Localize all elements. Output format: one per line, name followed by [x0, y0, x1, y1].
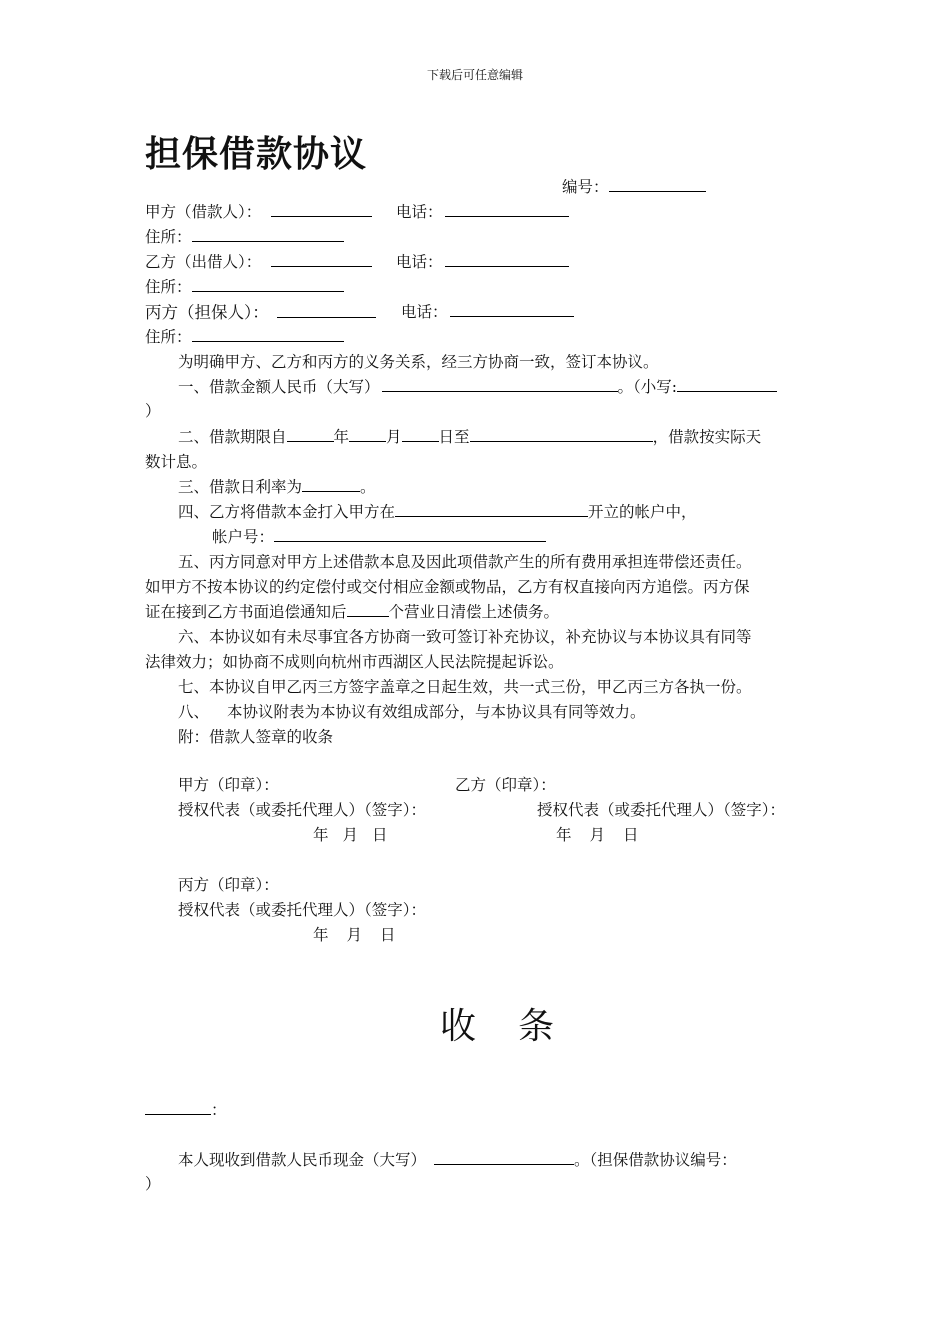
intro-text: 为明确甲方、乙方和丙方的义务关系，经三方协商一致，签订本协议。: [178, 353, 659, 371]
clause-2: [178, 425, 761, 450]
daily-rate-blank[interactable]: [302, 475, 360, 492]
party-bing-phone-row: [401, 300, 574, 325]
bank-name-blank[interactable]: [395, 500, 588, 517]
clause-4-label: 四、乙方将借款本金打入甲方在: [178, 503, 396, 521]
clause-2-tail: ，借款按实际天: [652, 428, 762, 446]
clause-1-small-label: 。（小写:: [617, 378, 677, 396]
jia-date-year: 年: [313, 826, 329, 844]
clause-3: [178, 475, 376, 500]
clause-5-line-3: [145, 600, 559, 625]
bing-auth-rep: 授权代表（或委托代理人）（签字）：: [178, 901, 427, 919]
receipt-close: ）: [145, 1175, 161, 1193]
account-label: 帐户号：: [212, 528, 275, 546]
clause-5-line-1: 五、丙方同意对甲方上述借款本息及因此项借款产生的所有费用承担连带偿还责任。: [178, 553, 752, 571]
party-yi-label: 乙方（出借人）：: [145, 253, 262, 271]
document-title: 担保借款协议: [145, 134, 368, 175]
jia-date-month: 月: [342, 826, 359, 844]
clause-3-label: 三、借款日利率为: [178, 478, 303, 496]
party-jia-address-label: 住所：: [145, 228, 192, 246]
party-bing-row: [145, 300, 376, 325]
clause-3-end: 。: [360, 478, 376, 496]
receipt-body-a: 本人现收到借款人民币现金（大写）: [178, 1151, 427, 1169]
yi-auth-rep: 授权代表（或委托代理人）（签字）：: [537, 801, 786, 819]
jia-date: [313, 823, 388, 848]
receipt-body: [178, 1148, 737, 1173]
receipt-body-b: 。（担保借款协议编号：: [574, 1151, 737, 1169]
party-jia-name-blank[interactable]: [271, 200, 372, 217]
party-yi-address-blank[interactable]: [192, 275, 344, 292]
clause-8: [178, 700, 646, 725]
party-bing-address-label: 住所：: [145, 328, 192, 346]
clause-8-text: 本协议附表为本协议有效组成部分，与本协议具有同等效力。: [227, 703, 646, 721]
party-yi-phone-blank[interactable]: [445, 250, 569, 267]
clause-2-label: 二、借款期限自: [178, 428, 287, 446]
party-jia-phone-row: [396, 200, 569, 225]
party-bing-label: 丙方（担保人）：: [145, 303, 269, 322]
clause-4-account: [212, 525, 546, 550]
party-bing-address-row: [145, 325, 344, 350]
number-label: 编号：: [562, 178, 609, 196]
bing-date-day: 日: [380, 926, 396, 944]
receipt-addressee-blank[interactable]: [145, 1098, 211, 1115]
jia-date-day: 日: [372, 826, 388, 844]
party-jia-address-blank[interactable]: [192, 225, 344, 242]
party-jia-phone-blank[interactable]: [445, 200, 569, 217]
yi-date-day: 日: [623, 826, 639, 844]
bing-seal: 丙方（印章）：: [178, 876, 279, 894]
clause-4: [178, 500, 697, 525]
clause-1-label: 一、借款金额人民币（大写）: [178, 378, 380, 396]
clause-1: [178, 375, 777, 400]
clause-5-line-3-b: 个营业日清偿上述债务。: [388, 603, 560, 621]
clause-6-line-1: 六、本协议如有未尽事宜各方协商一致可签订补充协议，补充协议与本协议具有同等: [178, 628, 752, 646]
receipt-title: 收条: [440, 1006, 597, 1047]
yi-date-year: 年: [556, 826, 572, 844]
party-jia-address-row: [145, 225, 344, 250]
party-yi-row: [145, 250, 372, 275]
party-yi-phone-label: 电话：: [396, 253, 443, 271]
party-bing-name-blank[interactable]: [277, 301, 376, 318]
business-days-blank[interactable]: [347, 600, 389, 617]
loan-amount-upper-blank[interactable]: [382, 375, 618, 392]
party-jia-label: 甲方（借款人）：: [145, 203, 262, 221]
clause-5-line-3-a: 证在接到乙方书面追偿通知后: [145, 603, 347, 621]
bing-date-year: 年: [313, 926, 329, 944]
clause-4-tail: 开立的帐户中，: [588, 503, 697, 521]
yi-date: [556, 823, 639, 848]
party-yi-address-label: 住所：: [145, 278, 192, 296]
clause-2-year: 年: [333, 428, 350, 446]
attachment-note: 附：借款人签章的收条: [178, 728, 334, 746]
yi-seal: 乙方（印章）：: [455, 776, 556, 794]
clause-2-cont: 数计息。: [145, 453, 208, 471]
receipt-colon: ：: [211, 1101, 227, 1119]
term-start-year-blank[interactable]: [287, 425, 334, 442]
party-bing-phone-label: 电话：: [401, 303, 448, 321]
clause-2-month: 月: [386, 428, 402, 446]
term-start-month-blank[interactable]: [349, 425, 386, 442]
number-row: [562, 175, 706, 200]
party-bing-address-blank[interactable]: [192, 325, 344, 342]
receipt-amount-blank[interactable]: [434, 1148, 574, 1165]
receipt-addressee-row: [145, 1098, 227, 1123]
bing-date-month: 月: [346, 926, 363, 944]
party-yi-name-blank[interactable]: [271, 250, 372, 267]
number-blank[interactable]: [609, 175, 706, 192]
party-yi-phone-row: [396, 250, 569, 275]
party-jia-row: [145, 200, 372, 225]
header-note: 下载后可任意编辑: [426, 68, 523, 82]
party-bing-phone-blank[interactable]: [450, 300, 574, 317]
jia-auth-rep: 授权代表（或委托代理人）（签字）：: [178, 801, 427, 819]
yi-date-month: 月: [589, 826, 606, 844]
party-yi-address-row: [145, 275, 344, 300]
party-jia-phone-label: 电话：: [396, 203, 443, 221]
clause-6-line-2: 法律效力；如协商不成则向杭州市西湖区人民法院提起诉讼。: [145, 653, 564, 671]
bing-date: [313, 923, 396, 948]
clause-8-number: 八、: [178, 703, 210, 721]
term-start-day-blank[interactable]: [402, 425, 439, 442]
clause-7: 七、本协议自甲乙丙三方签字盖章之日起生效，共一式三份，甲乙丙三方各执一份。: [178, 678, 752, 696]
account-number-blank[interactable]: [274, 525, 546, 542]
term-end-blank[interactable]: [470, 425, 653, 442]
clause-5-line-2: 如甲方不按本协议的约定偿付或交付相应金额或物品，乙方有权直接向丙方追偿。丙方保: [145, 578, 750, 596]
jia-seal: 甲方（印章）：: [178, 776, 279, 794]
clause-2-day: 日至: [438, 428, 470, 446]
loan-amount-lower-blank[interactable]: [677, 375, 777, 392]
clause-1-close: ）: [145, 402, 161, 420]
